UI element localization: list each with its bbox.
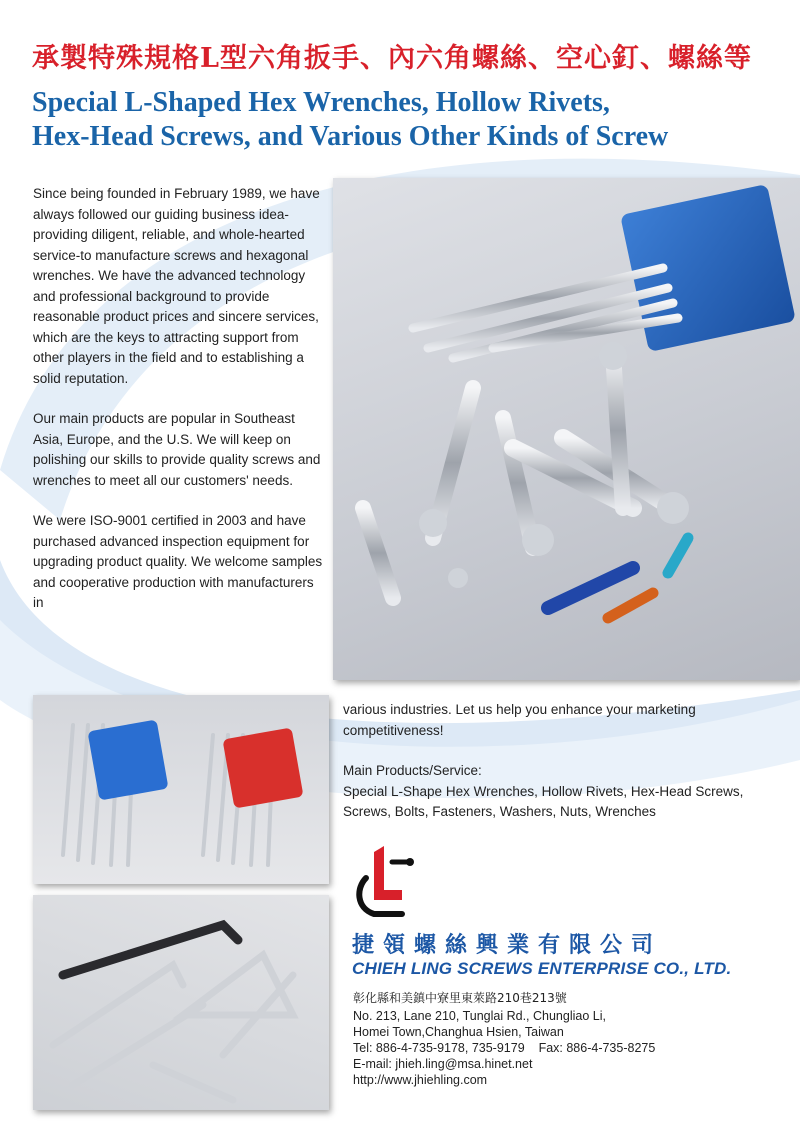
- fax-number: Fax: 886-4-735-8275: [538, 1041, 656, 1055]
- company-name-english: CHIEH LING SCREWS ENTERPRISE CO., LTD.: [352, 959, 732, 978]
- intro-paragraph: Since being founded in February 1989, we have always followed our guiding business idea-providing diligent, reliable, and whole-hearted service-to manufacture screws and hexagonal wrenches. We have the advanced technology and professional background to provide reasonable product prices and sincere services, which are the keys to attracting support from other players in the field and to establishing a solid reputation.: [33, 186, 320, 386]
- address-chinese: 彰化縣和美鎮中寮里東萊路210巷213號: [353, 991, 567, 1005]
- main-products-heading: Main Products/Service:: [343, 763, 482, 778]
- intro-paragraph: Our main products are popular in Southeast Asia, Europe, and the U.S. We will keep on polishing our skills to provide quality screws and wrenches to meet all our customers' needs.: [33, 411, 321, 488]
- intro-text: [33, 184, 323, 634]
- main-products-list: Special L-Shape Hex Wrenches, Hollow Rivets, Hex-Head Screws, Screws, Bolts, Fasteners, Washers, Nuts, Wrenches: [343, 783, 744, 819]
- product-photo-wrench-sets: [33, 695, 329, 884]
- phone-numbers: Tel: 886-4-735-9178, 735-9179: [353, 1041, 525, 1055]
- title-english-line2: Hex-Head Screws, and Various Other Kinds of Screw: [32, 121, 669, 152]
- intro-paragraph: We were ISO-9001 certified in 2003 and have purchased advanced inspection equipment for upgrading product quality. We welcome samples and cooperative production with manufacturers in: [33, 513, 323, 610]
- title-chinese: 承製特殊規格L型六角扳手、內六角螺絲、空心釘、螺絲等: [32, 43, 752, 74]
- company-name-chinese: 捷領螺絲興業有限公司: [352, 933, 663, 958]
- title-english: [32, 86, 772, 154]
- continued-text: [343, 700, 763, 823]
- product-photo-main: [333, 178, 800, 680]
- product-photo-t-wrenches: [33, 895, 329, 1110]
- phone-fax-line: [353, 1040, 773, 1056]
- address-line1: No. 213, Lane 210, Tunglai Rd., Chungliao Li,: [353, 1009, 606, 1023]
- website-link[interactable]: http://www.jhiehling.com: [353, 1073, 488, 1087]
- contact-block: [353, 990, 773, 1088]
- email-link[interactable]: E-mail: jhieh.ling@msa.hinet.net: [353, 1057, 533, 1071]
- address-line2: Homei Town,Changhua Hsien, Taiwan: [353, 1025, 564, 1039]
- company-logo-icon: [352, 842, 422, 922]
- title-english-line1: Special L-Shaped Hex Wrenches, Hollow Rivets,: [32, 87, 610, 118]
- continued-paragraph: various industries. Let us help you enhance your marketing competitiveness!: [343, 702, 696, 738]
